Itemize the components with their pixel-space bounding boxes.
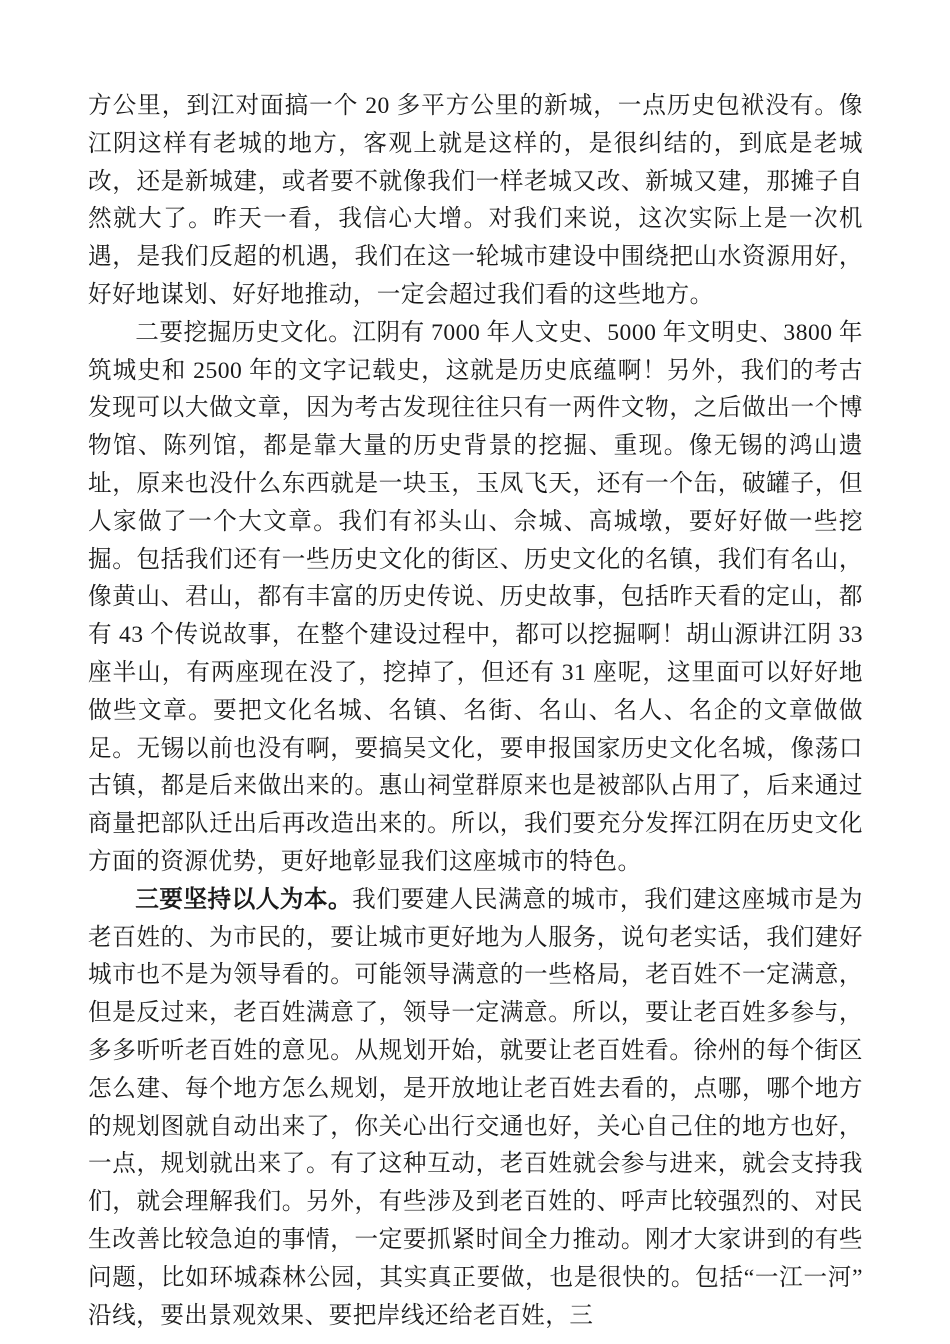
paragraph-history-culture [88,315,863,882]
paragraph-people-oriented [88,882,863,1336]
paragraph-lead-bold: 三要坚持以人为本。 [135,886,353,913]
paragraph-body: 我们要建人民满意的城市，我们建这座城市是为老百姓的、为市民的，要让城市更好地为人服务，说句老实话，我们建好城市也不是为领导看的。可能领导满意的一些格局，老百姓不一定满意，但是反过来，老百姓满意了，领导一定满意。所以，要让老百姓多参与，多多听听老百姓的意见。从规划开始，就要让老百姓看。徐州的每个街区怎么建、每个地方怎么规划，是开放地让老百姓去看的，点哪，哪个地方的规划图就自动出来了，你关心出行交通也好，关心自己住的地方也好，一点，规划就出来了。有了这种互动，老百姓就会参与进来，就会支持我们，就会理解我们。另外，有些涉及到老百姓的、呼声比较强烈的、对民生改善比较急迫的事情，一定要抓紧时间全力推动。刚才大家讲到的有些问题，比如环城森林公园，其实真正要做，也是很快的。包括“一江一河”沿线，要出景观效果、要把岸线还给老百姓，三 [88,886,863,1329]
paragraph-body: 方公里，到江对面搞一个 20 多平方公里的新城，一点历史包袱没有。像江阴这样有老城的地方，客观上就是这样的，是很纠结的，到底是老城改，还是新城建，或者要不就像我们一样老城又改、新城又建，那摊子自然就大了。昨天一看，我信心大增。对我们来说，这次实际上是一次机遇，是我们反超的机遇，我们在这一轮城市建设中围绕把山水资源用好，好好地谋划、好好地推动，一定会超过我们看的这些地方。 [88,93,863,308]
document-text-column [88,88,863,1335]
paragraph-body: 二要挖掘历史文化。江阴有 7000 年人文史、5000 年文明史、3800 年筑城史和 2500 年的文字记载史，这就是历史底蕴啊！另外，我们的考古发现可以大做文章，因为考古发现往往只有一两件文物，之后做出一个博物馆、陈列馆，都是靠大量的历史背景的挖掘、重现。像无锡的鸿山遗址，原来也没什么东西就是一块玉，玉凤飞天，还有一个缶，破罐子，但人家做了一个大文章。我们有祁头山、佘城、高城墩，要好好做一些挖掘。包括我们还有一些历史文化的街区、历史文化的名镇，我们有名山，像黄山、君山，都有丰富的历史传说、历史故事，包括昨天看的定山，都有 43 个传说故事，在整个建设过程中，都可以挖掘啊！胡山源讲江阴 33 座半山，有两座现在没了，挖掉了，但还有 31 座呢，这里面可以好好地做些文章。要把文化名城、名镇、名街、名山、名人、名企的文章做做足。无锡以前也没有啊，要搞吴文化，要申报国家历史文化名城，像荡口古镇，都是后来做出来的。惠山祠堂群原来也是被部队占用了，后来通过商量把部队迁出后再改造出来的。所以，我们要充分发挥江阴在历史文化方面的资源优势，更好地彰显我们这座城市的特色。 [88,319,863,875]
paragraph-continued [88,88,863,315]
